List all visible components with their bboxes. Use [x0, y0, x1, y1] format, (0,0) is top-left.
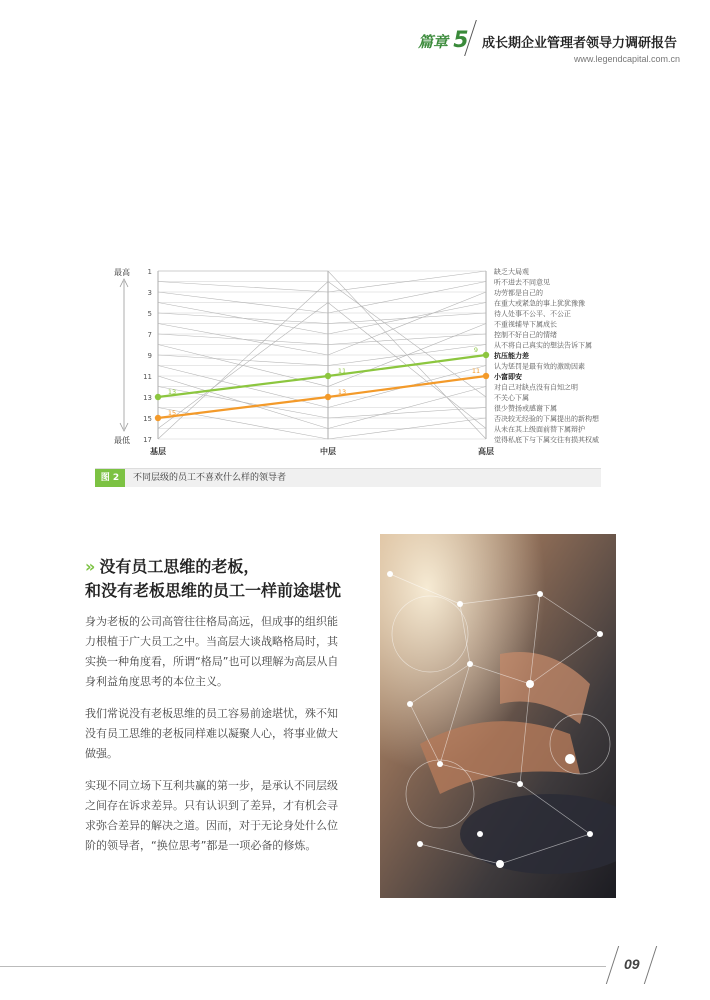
y-tick-label: 9: [147, 352, 152, 360]
double-chevron-icon: »: [85, 557, 96, 576]
x-category-label: 中层: [320, 447, 336, 456]
chapter-label: [418, 28, 469, 53]
y-tick-label: 17: [143, 436, 152, 444]
rank-item-label: 缺乏大局观: [494, 268, 529, 276]
rank-item-label: 否决较无经验的下属提出的新构想: [494, 415, 599, 423]
y-top-label: 最高: [114, 268, 130, 277]
paragraph-1: 身为老板的公司高管往往格局高远，但成事的组织能力根植于广大员工之中。当高层大谈战略格局时，其实换一种角度看，所谓“格局”也可以理解为高层从自身利益角度思考的本位主义。: [85, 615, 339, 688]
rank-item-label: 很少赞扬或感谢下属: [494, 404, 557, 413]
section-heading-line2: 和没有老板思维的员工一样前途堪忧: [85, 581, 342, 600]
rank-item-label: 从不将自己真实的想法告诉下属: [494, 341, 592, 350]
paragraph-2: 我们常说没有老板思维的员工容易前途堪忧，殊不知没有员工思维的老板同样难以凝聚人心，将事业做大做强。: [85, 707, 338, 760]
series-point: [155, 394, 161, 400]
figure-tag: 图 2: [95, 469, 125, 487]
rank-item-label: 控制不好自己的情绪: [494, 331, 557, 339]
point-label: 15: [167, 409, 177, 417]
series-point: [325, 394, 331, 400]
y-bottom-label: 最低: [114, 436, 130, 445]
footer-rule: [0, 966, 606, 967]
rank-item-label: 从未在其上级面前替下属辩护: [494, 425, 585, 434]
page-number: 09: [624, 956, 640, 972]
x-category-label: 高层: [478, 447, 494, 456]
rank-item-label: 听不进去不同意见: [494, 278, 550, 287]
website-url: www.legendcapital.com.cn: [573, 54, 680, 64]
chapter-number: 5: [453, 28, 469, 53]
series-point: [483, 352, 489, 358]
rank-item-label: 不重视辅导下属成长: [494, 320, 557, 329]
rank-item-label: 觉得私底下与下属交往有损其权威: [494, 436, 599, 444]
business-photo: [380, 534, 616, 898]
series-point: [155, 415, 161, 421]
figure-caption: 不同层级的员工不喜欢什么样的领导者: [133, 473, 287, 483]
section-heading-line1: 没有员工思维的老板，: [99, 557, 260, 576]
report-title: 成长期企业管理者领导力调研报告: [482, 36, 678, 51]
point-label: 13: [337, 388, 347, 396]
rank-item-label: 小富即安: [494, 373, 522, 381]
rank-item-label: 抗压能力差: [494, 352, 529, 360]
y-tick-label: 7: [147, 331, 152, 339]
rank-line: [158, 376, 486, 429]
y-tick-label: 11: [143, 373, 152, 381]
y-tick-label: 1: [147, 268, 152, 276]
figure-caption-bar: [95, 468, 601, 487]
footer-divider-left: [606, 946, 619, 984]
x-category-label: 基层: [150, 447, 166, 456]
rank-line: [158, 313, 486, 324]
series-point: [325, 373, 331, 379]
chapter-label-text: 篇章: [418, 33, 449, 51]
point-label: 13: [167, 388, 177, 396]
y-tick-label: 3: [147, 289, 152, 297]
rank-line: [158, 282, 486, 314]
point-label: 11: [337, 367, 347, 375]
bump-chart: [110, 258, 620, 468]
y-tick-label: 13: [143, 394, 152, 402]
rank-item-label: 不关心下属: [494, 394, 529, 402]
rank-item-label: 功劳都是自己的: [494, 289, 543, 297]
rank-item-label: 待人处事不公平、不公正: [494, 310, 571, 318]
rank-item-label: 认为惩罚是最有效的激励因素: [494, 362, 585, 371]
y-tick-label: 5: [147, 310, 152, 318]
paragraph-3: 实现不同立场下互利共赢的第一步，是承认不同层级之间存在诉求差异。只有认识到了差异，才有机会寻求弥合差异的解决之道。因而，对于无论身处什么位阶的领导者，“换位思考”都是一项必备的修炼。: [85, 779, 338, 852]
point-label: 11: [471, 367, 481, 375]
rank-item-label: 对自己对缺点没有自知之明: [494, 383, 578, 392]
rank-line: [158, 282, 486, 440]
point-label: 9: [473, 346, 479, 354]
series-point: [483, 373, 489, 379]
section-heading: [85, 555, 365, 603]
rank-item-label: 在重大或紧急的事上犹犹豫豫: [494, 299, 585, 308]
footer-divider-right: [644, 946, 657, 984]
y-tick-label: 15: [143, 415, 152, 423]
